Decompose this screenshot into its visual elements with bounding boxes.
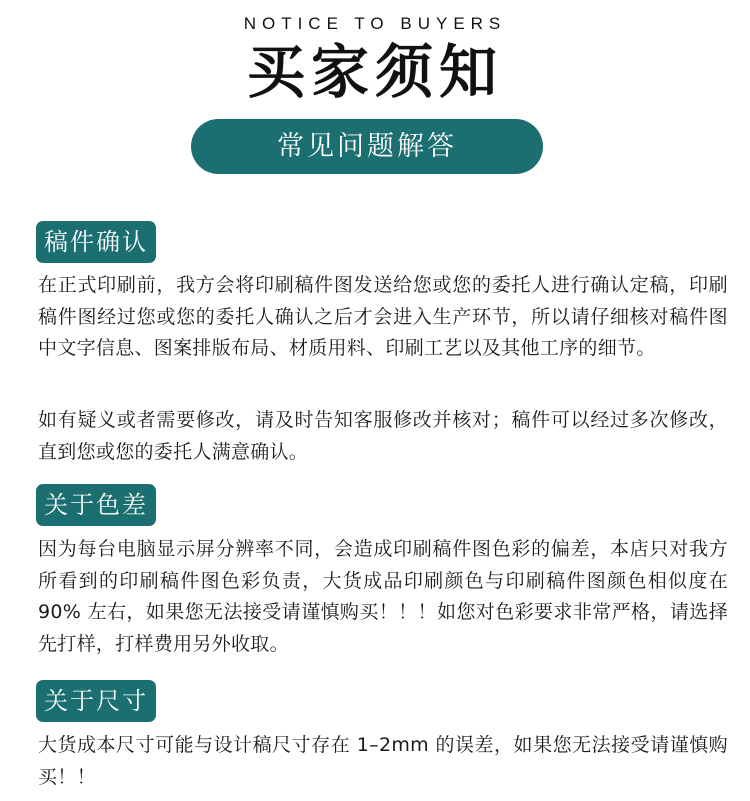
paragraph-manuscript-2: 如有疑义或者需要修改，请及时告知客服修改并核对；稿件可以经过多次修改，直到您或您的委托人满意确认。 xyxy=(38,409,728,463)
section-label-color-difference: 关于色差 xyxy=(36,484,156,526)
section-label-manuscript-confirmation: 稿件确认 xyxy=(36,221,156,263)
notice-eyebrow: NOTICE TO BUYERS xyxy=(243,14,507,33)
paragraph-manuscript-1: 在正式印刷前，我方会将印刷稿件图发送给您或您的委托人进行确认定稿，印刷稿件图经过您或您的委托人确认之后才会进入生产环节，所以请仔细核对稿件图中文字信息、图案排版布局、材质用料、印刷工艺以及其他工序的细节。 xyxy=(38,274,728,359)
section-label-size: 关于尺寸 xyxy=(36,680,156,722)
faq-banner: 常见问题解答 xyxy=(191,119,543,174)
page-title: 买家须知 xyxy=(246,38,503,106)
paragraph-size: 大货成本尺寸可能与设计稿尺寸存在 1–2mm 的误差，如果您无法接受请谨慎购买！！ xyxy=(38,734,728,788)
paragraph-color-difference: 因为每台电脑显示屏分辨率不同，会造成印刷稿件图色彩的偏差，本店只对我方所看到的印刷稿件图色彩负责，大货成品印刷颜色与印刷稿件图颜色相似度在 90% 左右，如果您无法接受请谨慎购买！！！如您对色彩要求非常严格，请选择先打样，打样费用另外收取。 xyxy=(38,538,728,655)
